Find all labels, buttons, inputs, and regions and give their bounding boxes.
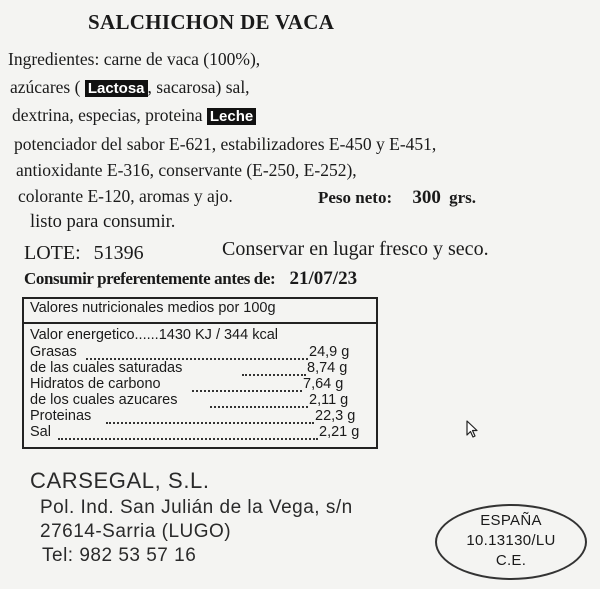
nutrient-value: 8,74 g [307, 360, 348, 376]
best-before [24, 268, 357, 290]
dot-leader [210, 406, 308, 408]
ingredients-line-4: potenciador del sabor E-621, estabilizadores E-450 y E-451, [14, 134, 437, 154]
dot-leader [192, 390, 302, 392]
nutrition-divider [24, 322, 376, 324]
nutrition-row [30, 408, 91, 424]
nutrition-table [22, 297, 378, 449]
nutrient-label: de las cuales saturadas [30, 360, 183, 376]
nutrition-row [30, 392, 178, 408]
allergen-lactosa: Lactosa [85, 80, 148, 97]
company-address-1: Pol. Ind. San Julián de la Vega, s/n [40, 497, 353, 518]
nutrition-header: Valores nutricionales medios por 100g [30, 300, 276, 316]
ingredients-line-2 [10, 77, 250, 98]
ingredients-line-5: antioxidante E-316, conservante (E-250, E-252), [16, 160, 357, 180]
net-weight-value: 300 [412, 187, 441, 208]
nutrient-value: 2,21 g [319, 424, 360, 440]
company-name: CARSEGAL, S.L. [30, 468, 210, 493]
mouse-pointer-icon [466, 420, 480, 440]
ingredients-text: dextrina, especias, proteina [12, 105, 207, 125]
storage-instructions: Conservar en lugar fresco y seco. [222, 238, 489, 260]
health-mark-ce: C.E. [495, 552, 527, 569]
nutrient-value: 24,9 g [309, 344, 350, 360]
net-weight-label: Peso neto: [318, 188, 393, 207]
dot-leader: ...... [134, 327, 159, 343]
nutrient-value: 7,64 g [303, 376, 344, 392]
best-before-label: Consumir preferentemente antes de: [24, 269, 276, 288]
lote [24, 242, 144, 265]
nutrition-row [30, 327, 278, 343]
nutrient-value: 22,3 g [315, 408, 356, 424]
nutrient-label: Valor energetico [30, 327, 135, 343]
ingredients-text: azúcares ( [10, 77, 81, 97]
nutrient-label: de los cuales azucares [30, 392, 178, 408]
nutrition-row [30, 376, 161, 392]
nutrition-row [30, 360, 182, 376]
dot-leader [242, 374, 306, 376]
health-mark-number: 10.13130/LU [466, 532, 556, 549]
nutrient-label: Proteinas [30, 408, 92, 424]
nutrient-value: 2,11 g [309, 392, 349, 408]
dot-leader [106, 422, 314, 424]
lote-value: 51396 [93, 242, 144, 264]
best-before-date: 21/07/23 [289, 268, 358, 289]
allergen-leche: Leche [207, 108, 256, 125]
nutrition-row [30, 344, 77, 360]
dot-leader [58, 438, 318, 440]
product-title: SALCHICHON DE VACA [88, 10, 335, 34]
ingredients-line-3 [12, 105, 256, 126]
nutrient-label: Sal [30, 424, 51, 440]
ingredients-line-1: Ingredientes: carne de vaca (100%), [8, 49, 261, 69]
ingredients-line-6: colorante E-120, aromas y ajo. [18, 186, 233, 206]
nutrient-value: 1430 KJ / 344 kcal [158, 327, 279, 343]
company-address-2: 27614-Sarria (LUGO) [40, 521, 232, 542]
nutrition-row [30, 424, 51, 440]
ready-to-eat: listo para consumir. [30, 212, 176, 232]
lote-label: LOTE: [24, 242, 81, 264]
net-weight [318, 187, 476, 209]
ingredients-text: , sacarosa) sal, [147, 77, 250, 97]
health-mark-country: ESPAÑA [480, 512, 542, 529]
company-phone: Tel: 982 53 57 16 [42, 545, 197, 566]
health-mark-oval [435, 504, 587, 580]
nutrient-label: Grasas [30, 344, 77, 360]
nutrient-label: Hidratos de carbono [30, 376, 161, 392]
net-weight-unit: grs. [449, 188, 477, 207]
